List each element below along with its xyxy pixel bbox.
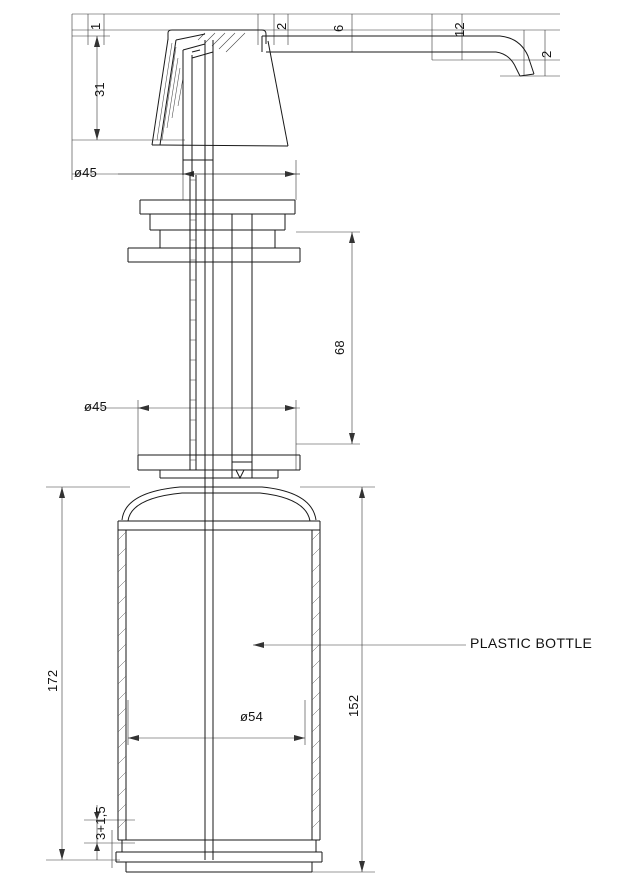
dim-label-d54: ø54 — [240, 709, 264, 724]
dim-label-172: 172 — [45, 669, 60, 692]
dim-label-3-plus-1-5: 3+1,5 — [93, 806, 108, 840]
plastic-bottle-annotation: PLASTIC BOTTLE — [470, 635, 593, 651]
dim-label-d45-lower: ø45 — [84, 399, 108, 414]
dim-label-31: 31 — [92, 82, 107, 97]
dim-label-2-top: 2 — [274, 22, 289, 30]
dim-label-1: 1 — [88, 22, 103, 30]
dim-label-152: 152 — [346, 694, 361, 717]
dim-label-68: 68 — [332, 340, 347, 355]
dim-label-6: 6 — [331, 24, 346, 32]
dim-label-12: 12 — [452, 22, 467, 37]
dim-label-2-right: 2 — [539, 50, 554, 58]
dim-label-d45-upper: ø45 — [74, 165, 98, 180]
